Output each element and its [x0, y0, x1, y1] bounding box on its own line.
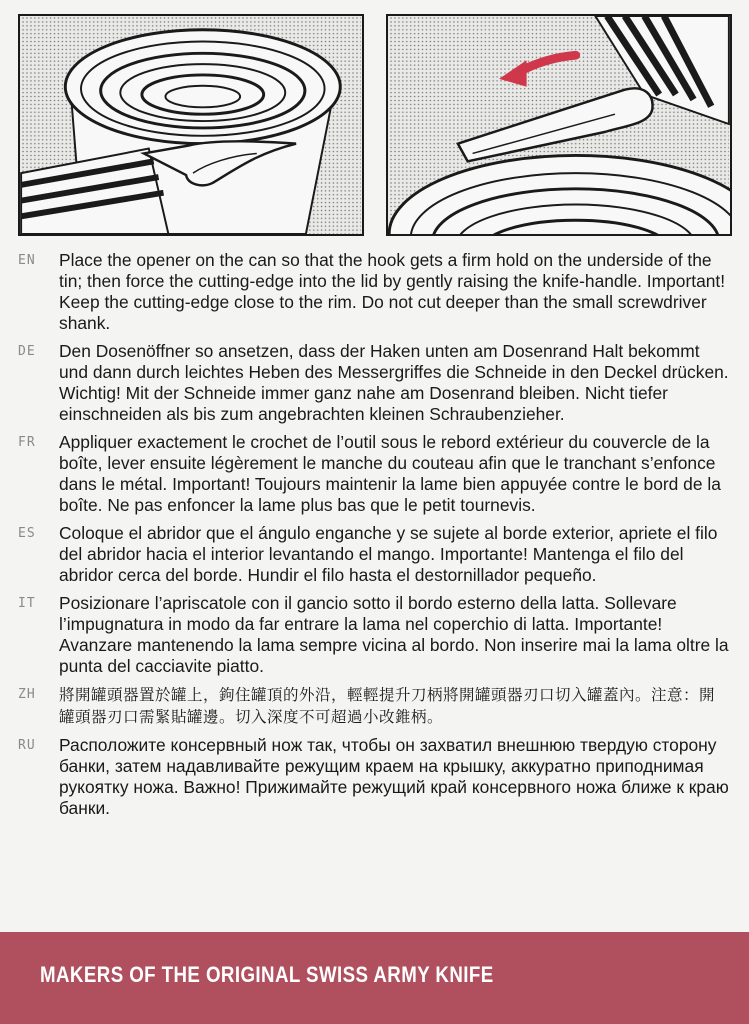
- can-opener-hook-illustration: [18, 14, 364, 236]
- instructions-list: [18, 250, 730, 826]
- language-code: RU: [18, 738, 36, 753]
- can-opener-lever-illustration: [386, 14, 732, 236]
- language-code: ES: [18, 526, 36, 541]
- language-code: EN: [18, 253, 36, 268]
- footer-tagline: MAKERS OF THE ORIGINAL SWISS ARMY KNIFE: [40, 962, 494, 987]
- instruction-zh: [18, 684, 730, 728]
- language-code: ZH: [18, 687, 36, 702]
- instruction-de: [18, 341, 730, 425]
- instruction-es: [18, 523, 730, 586]
- instruction-fr: [18, 432, 730, 516]
- instruction-it: [18, 593, 730, 677]
- instruction-ru: [18, 735, 730, 819]
- instruction-text: 將開罐頭器置於罐上，鉤住罐頂的外沿，輕輕提升刀柄將開罐頭器刃口切入罐蓋內。注意：開罐頭器刃口需緊貼罐邊。切入深度不可超過小改錐柄。: [59, 686, 716, 726]
- footer-banner: [0, 932, 749, 1024]
- instruction-text: Расположите консервный нож так, чтобы он захватил внешнюю твердую сторону банки, затем надавливайте режущим краем на крышку, аккуратно приподнимая рукоятку ножа. Важно! Прижимайте режущий край консервного ножа ближе к краю банки.: [59, 735, 729, 818]
- instruction-text: Coloque el abridor que el ángulo enganche y se sujete al borde exterior, apriete el filo del abridor hacia el interior levantando el mango. Importante! Mantenga el filo del abridor cerca del borde. Hundir el filo hasta el destornillador pequeño.: [59, 523, 718, 585]
- instruction-text: Den Dosenöffner so ansetzen, dass der Haken unten am Dosenrand Halt bekommt und dann durch leichtes Heben des Messergriffes die Schneide in den Deckel drücken. Wichtig! Mit der Schneide immer ganz nahe am Dosenrand bleiben. Nicht tiefer einschneiden als bis zum angebrachten kleinen Schraubenzieher.: [59, 341, 729, 424]
- language-code: DE: [18, 344, 36, 359]
- can-opener-lever-icon: [388, 16, 730, 234]
- can-opener-hook-icon: [20, 16, 362, 234]
- language-code: FR: [18, 435, 36, 450]
- instruction-en: [18, 250, 730, 334]
- instruction-text: Posizionare l’apriscatole con il gancio sotto il bordo esterno della latta. Sollevare l’impugnatura in modo da far entrare la lama nel coperchio di latta. Importante! Avanzare mantenendo la lama sempre vicina al bordo. Non inserire mai la lama oltre la punta del cacciavite piatto.: [59, 593, 729, 676]
- language-code: IT: [18, 596, 36, 611]
- instruction-text: Place the opener on the can so that the hook gets a firm hold on the underside of the tin; then force the cutting-edge into the lid by gently raising the knife-handle. Important! Keep the cutting-edge close to the rim. Do not cut deeper than the small screwdriver shank.: [59, 250, 726, 333]
- instruction-text: Appliquer exactement le crochet de l’outil sous le rebord extérieur du couvercle de la boîte, lever ensuite légèrement le manche du couteau afin que le tranchant s’enfonce dans le métal. Important! Toujours maintenir la lame bien appuyée contre le bord de la boîte. Ne pas enfoncer la lame plus bas que le petit tournevis.: [59, 432, 721, 515]
